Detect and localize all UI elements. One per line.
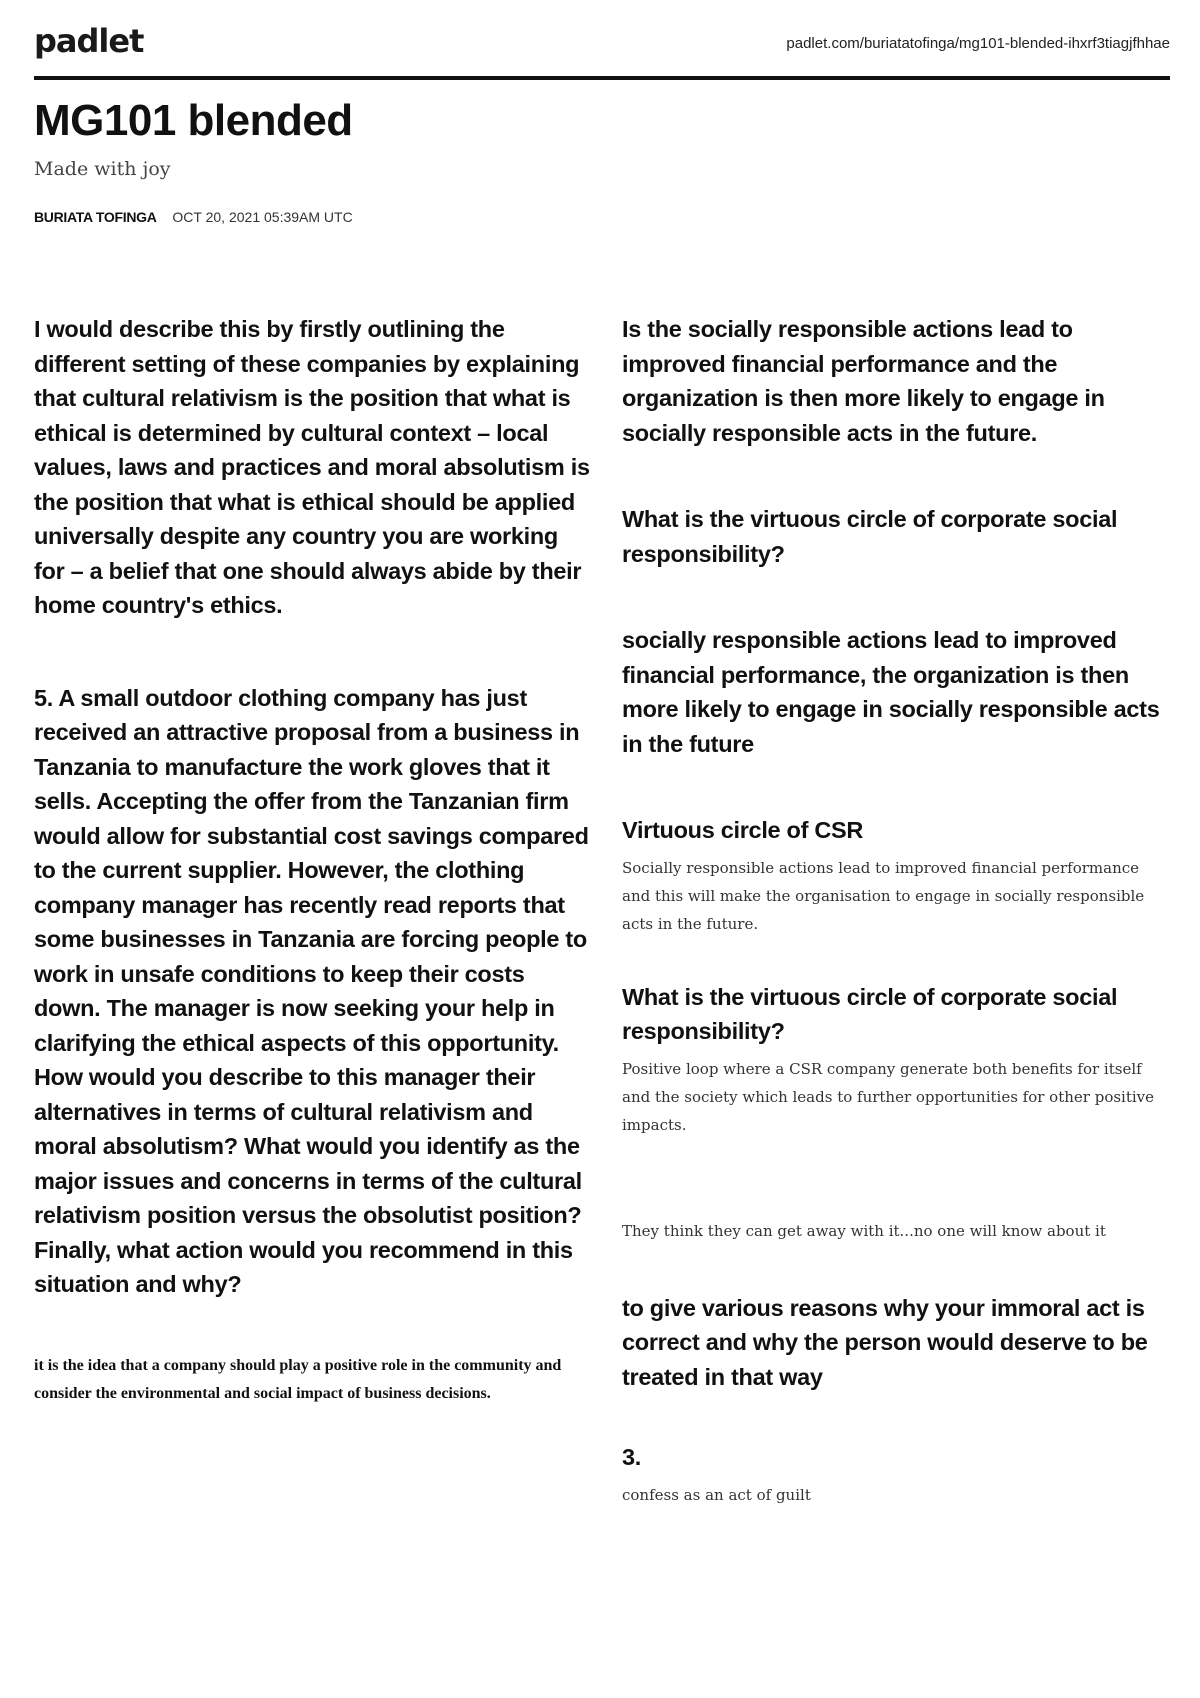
post-title: What is the virtuous circle of corporate social responsibility?	[622, 506, 1118, 567]
post-card[interactable]	[622, 813, 1170, 938]
board-title: MG101 blended	[34, 96, 353, 145]
post-card[interactable]	[34, 1352, 590, 1408]
padlet-logo[interactable]: padlet	[34, 22, 144, 60]
post-body: Socially responsible actions lead to improved financial performance and this will make the organisation to engage in socially responsible acts in the future.	[622, 858, 1145, 933]
post-title: 5. A small outdoor clothing company has just received an attractive proposal from a business in Tanzania to manufacture the work gloves that it sells. Accepting the offer from the Tanzanian firm would allow for substantial cost savings compared to the current supplier. However, the clothing company manager has recently read reports that some businesses in Tanzania are forcing people to work in unsafe conditions to keep their costs down. The manager is now seeking your help in clarifying the ethical aspects of this opportunity. How would you describe to this manager their alternatives in terms of cultural relativism and moral absolutism? What would you identify as the major issues and concerns in terms of the cultural relativism position versus the obsolutist position? Finally, what action would you recommend in this situation and why?	[34, 684, 589, 1297]
author-name: BURIATA TOFINGA	[34, 209, 157, 225]
post-title: What is the virtuous circle of corporate social responsibility?	[622, 983, 1118, 1044]
post-card[interactable]	[622, 1440, 1170, 1509]
post-body: confess as an act of guilt	[622, 1485, 811, 1504]
post-card[interactable]	[622, 980, 1170, 1139]
post-card[interactable]	[622, 1291, 1170, 1395]
right-column	[622, 312, 1170, 1509]
post-date: OCT 20, 2021 05:39AM UTC	[172, 209, 353, 225]
post-body: it is the idea that a company should play a positive role in the community and consider the environmental and social impact of business decisions.	[34, 1356, 562, 1402]
board-subtitle: Made with joy	[34, 158, 171, 180]
post-card[interactable]	[622, 623, 1170, 761]
page-header	[34, 18, 1170, 80]
post-card[interactable]	[622, 312, 1170, 450]
board-meta	[34, 209, 353, 225]
post-card[interactable]	[34, 681, 590, 1302]
board-url[interactable]: padlet.com/buriatatofinga/mg101-blended-ihxrf3tiagjfhhae	[786, 35, 1170, 52]
post-body: They think they can get away with it...no one will know about it	[622, 1221, 1106, 1240]
post-title: Virtuous circle of CSR	[622, 817, 864, 843]
post-title: socially responsible actions lead to improved financial performance, the organization is then more likely to engage in socially responsible acts in the future	[622, 627, 1160, 757]
left-column	[34, 312, 590, 1408]
post-title: 3.	[622, 1444, 641, 1470]
post-card[interactable]	[622, 1217, 1170, 1245]
post-card[interactable]	[622, 502, 1170, 571]
post-body: Positive loop where a CSR company generate both benefits for itself and the society which leads to further opportunities for other positive impacts.	[622, 1059, 1155, 1134]
post-card[interactable]	[34, 312, 590, 623]
post-title: to give various reasons why your immoral act is correct and why the person would deserve to be treated in that way	[622, 1294, 1148, 1390]
post-title: I would describe this by firstly outlining the different setting of these companies by explaining that cultural relativism is the position that what is ethical is determined by cultural context – local values, laws and practices and moral absolutism is the position that what is ethical should be applied universally despite any country you are working for – a belief that one should always abide by their home country's ethics.	[34, 316, 590, 618]
post-title: Is the socially responsible actions lead to improved financial performance and the organization is then more likely to engage in socially responsible acts in the future.	[622, 316, 1105, 446]
